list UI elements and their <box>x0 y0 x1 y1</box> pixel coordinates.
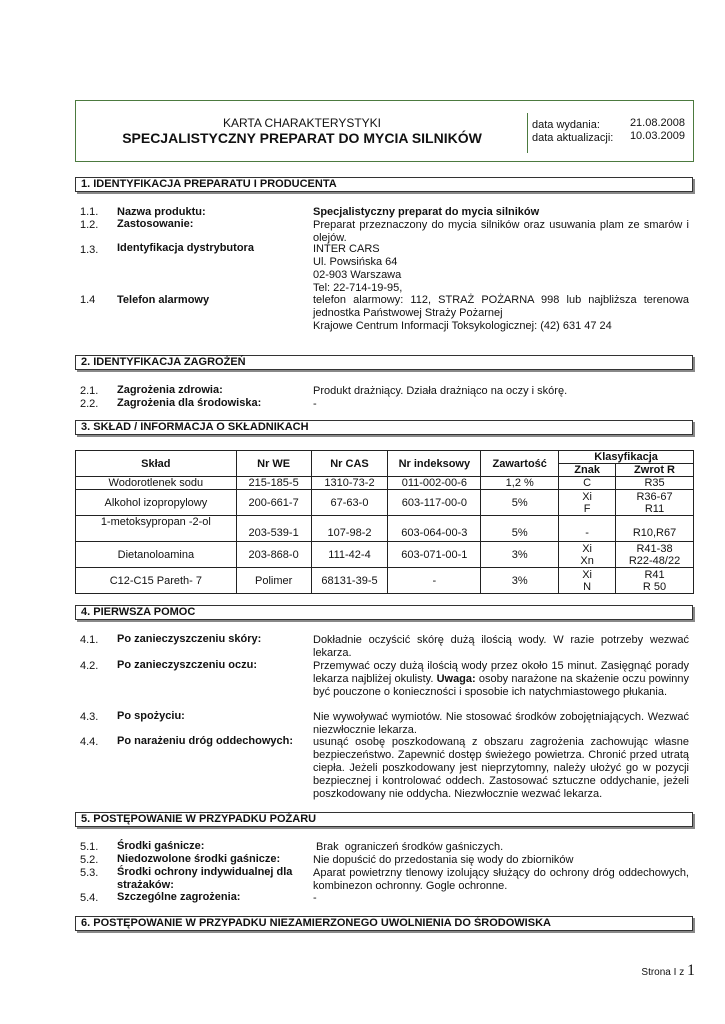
cell-cas: 107-98-2 <box>311 516 388 542</box>
item-label: Zagrożenia dla środowiska: <box>117 397 262 409</box>
skin-first-aid: Dokładnie oczyścić skórę dużą ilością wody. W razie potrzeby wezwać lekarza. <box>313 634 689 659</box>
item-number: 5.1. <box>80 841 99 853</box>
distributor-street: Ul. Powsińska 64 <box>313 256 398 268</box>
col-header-composition: Skład <box>76 451 237 477</box>
cell-we: 203-868-0 <box>236 542 311 568</box>
forbidden-media: Nie dopuścić do przedostania się wody do zbiorników <box>313 854 574 866</box>
item-number: 1.1. <box>80 206 99 218</box>
item-label: Po zanieczyszczeniu oczu: <box>117 659 257 671</box>
cell-symbol: C <box>559 477 616 490</box>
item-number: 4.3. <box>80 711 99 723</box>
item-label: Szczególne zagrożenia: <box>117 891 241 903</box>
cell-symbol: Xi N <box>559 568 616 594</box>
extinguishing-media: Brak ograniczeń środków gaśniczych. <box>313 841 504 853</box>
item-number: 5.4. <box>80 892 99 904</box>
cell-content: 3% <box>481 568 559 594</box>
cell-index: 603-064-00-3 <box>388 516 481 542</box>
cell-name: Alkohol izopropylowy <box>76 490 237 516</box>
cell-name: 1-metoksypropan -2-ol <box>76 516 237 542</box>
cell-index: 603-071-00-1 <box>388 542 481 568</box>
cell-we: Polimer <box>236 568 311 594</box>
page-label: Strona <box>641 967 671 978</box>
cell-r-phrase: R35 <box>616 477 694 490</box>
update-date-label: data aktualizacji: <box>532 132 614 144</box>
item-number: 5.2. <box>80 854 99 866</box>
col-header-content: Zawartość <box>481 451 559 477</box>
toxicology-center: Krajowe Centrum Informacji Toksykologicznej: (42) 631 47 24 <box>313 320 612 332</box>
item-label: Zagrożenia zdrowia: <box>117 384 223 396</box>
environment-hazards: - <box>313 398 317 410</box>
section-1-heading: 1. IDENTYFIKACJA PREPARATU I PRODUCENTA <box>75 177 693 192</box>
cell-content: 1,2 % <box>481 477 559 490</box>
cell-r-phrase: R36-67 R11 <box>616 490 694 516</box>
page-footer <box>641 964 695 979</box>
item-label: Zastosowanie: <box>117 218 194 230</box>
update-date: 10.03.2009 <box>629 130 685 142</box>
emergency-phone: telefon alarmowy: 112, STRAŻ POŻARNA 998 lub najbliższa terenowa jednostka Państwowej Straży Pożarnej <box>313 294 689 319</box>
item-label: Po zanieczyszczeniu skóry: <box>117 633 262 645</box>
composition-table <box>75 450 694 594</box>
item-number: 4.4. <box>80 736 99 748</box>
cell-content: 5% <box>481 490 559 516</box>
ingestion-first-aid: Nie wywoływać wymiotów. Nie stosować środków zobojętniających. Wezwać niezwłocznie lekarza. <box>313 711 689 736</box>
item-label: Telefon alarmowy <box>117 294 210 306</box>
item-label: Po spożyciu: <box>117 710 185 722</box>
cell-we: 215-185-5 <box>236 477 311 490</box>
cell-cas: 1310-73-2 <box>311 477 388 490</box>
cell-r-phrase: R41 R 50 <box>616 568 694 594</box>
cell-we: 200-661-7 <box>236 490 311 516</box>
cell-r-phrase: R41-38 R22-48/22 <box>616 542 694 568</box>
document-type: KARTA CHARAKTERYSTYKI <box>222 116 382 130</box>
item-label: Niedozwolone środki gaśnicze: <box>117 853 281 865</box>
item-number: 1.3. <box>80 244 99 256</box>
col-header-r-phrase: Zwrot R <box>616 464 694 477</box>
page-of: z <box>679 967 685 978</box>
item-number: 4.2. <box>80 660 99 672</box>
product-use: Preparat przeznaczony do mycia silników oraz usuwania plam ze smarów i olejów. <box>313 219 689 244</box>
table-row <box>76 542 694 568</box>
distributor-city: 02-903 Warszawa <box>313 269 402 281</box>
item-number: 4.1. <box>80 634 99 646</box>
col-header-index: Nr indeksowy <box>388 451 481 477</box>
cell-content: 3% <box>481 542 559 568</box>
health-hazards: Produkt drażniący. Działa drażniąco na oczy i skórę. <box>313 385 568 397</box>
product-title: SPECJALISTYCZNY PREPARAT DO MYCIA SILNIKÓW <box>122 130 482 146</box>
issue-date-label: data wydania: <box>532 119 600 131</box>
cell-index: 011-002-00-6 <box>388 477 481 490</box>
page-number: 1 <box>687 962 695 979</box>
item-number: 1.2. <box>80 219 99 231</box>
col-header-cas: Nr CAS <box>311 451 388 477</box>
col-header-symbol: Znak <box>559 464 616 477</box>
item-number: 1.4 <box>80 294 96 306</box>
distributor-name: INTER CARS <box>313 243 380 255</box>
cell-symbol: - <box>559 516 616 542</box>
cell-cas: 67-63-0 <box>311 490 388 516</box>
page-separator: I <box>673 967 677 978</box>
item-label: Identyfikacja dystrybutora <box>117 242 254 254</box>
section-5-heading: 5. POSTĘPOWANIE W PRZYPADKU POŻARU <box>75 812 693 827</box>
item-number: 2.2. <box>80 398 99 410</box>
product-name: Specjalistyczny preparat do mycia silników <box>313 206 540 218</box>
issue-date: 21.08.2008 <box>629 117 685 129</box>
cell-name: C12-C15 Pareth- 7 <box>76 568 237 594</box>
cell-we: 203-539-1 <box>236 516 311 542</box>
header-divider <box>527 113 528 153</box>
cell-name: Dietanoloamina <box>76 542 237 568</box>
document-header <box>75 100 694 162</box>
table-row <box>76 568 694 594</box>
col-header-classification: Klasyfikacja <box>559 451 694 464</box>
eye-first-aid: Przemywać oczy dużą ilością wody przez około 15 minut. Zasięgnąć porady lekarza najbliżej okulisty. Uwaga: osoby narażone na skażenie oczu powinny być pouczone o konieczności i sposobie ich natychmiastowego płukania. <box>313 660 690 698</box>
table-row <box>76 477 694 490</box>
cell-name: Wodorotlenek sodu <box>76 477 237 490</box>
item-label: Środki gaśnicze: <box>117 840 205 852</box>
cell-index: - <box>388 568 481 594</box>
inhalation-first-aid: usunąć osobę poszkodowaną z obszaru zagrożenia zachowując własne bezpieczeństwo. Zapewnić dostęp świeżego powietrza. Chronić przed utratą ciepła. Jeżeli poszkodowany jest nieprzytomny, należy ułożyć go w pozycji bezpiecznej i kontrolować oddech. Zastosować sztuczne oddychanie, jeżeli poszkodowany nie oddycha. Niezwłocznie wezwać lekarza. <box>313 736 689 800</box>
section-3-heading: 3. SKŁAD / INFORMACJA O SKŁADNIKACH <box>75 420 693 435</box>
special-hazards: - <box>313 892 317 904</box>
cell-r-phrase: R10,R67 <box>616 516 694 542</box>
item-number: 5.3. <box>80 867 99 879</box>
distributor-phone: Tel: 22-714-19-95, <box>313 282 403 294</box>
item-label: Po narażeniu dróg oddechowych: <box>117 735 294 747</box>
table-row <box>76 516 694 542</box>
cell-symbol: Xi Xn <box>559 542 616 568</box>
cell-symbol: Xi F <box>559 490 616 516</box>
firefighter-protection: Aparat powietrzny tlenowy izolujący służący do ochrony dróg oddechowych, kombinezon ochronny. Gogle ochronne. <box>313 867 689 892</box>
cell-cas: 111-42-4 <box>311 542 388 568</box>
item-number: 2.1. <box>80 385 99 397</box>
section-2-heading: 2. IDENTYFIKACJA ZAGROŻEŃ <box>75 355 693 370</box>
section-6-heading: 6. POSTĘPOWANIE W PRZYPADKU NIEZAMIERZONEGO UWOLNIENIA DO ŚRODOWISKA <box>75 916 693 931</box>
cell-index: 603-117-00-0 <box>388 490 481 516</box>
cell-cas: 68131-39-5 <box>311 568 388 594</box>
table-row <box>76 490 694 516</box>
cell-content: 5% <box>481 516 559 542</box>
item-label: Nazwa produktu: <box>117 206 206 218</box>
item-label: Środki ochrony indywidualnej dla strażaków: <box>117 866 293 891</box>
section-4-heading: 4. PIERWSZA POMOC <box>75 605 693 620</box>
col-header-we: Nr WE <box>236 451 311 477</box>
